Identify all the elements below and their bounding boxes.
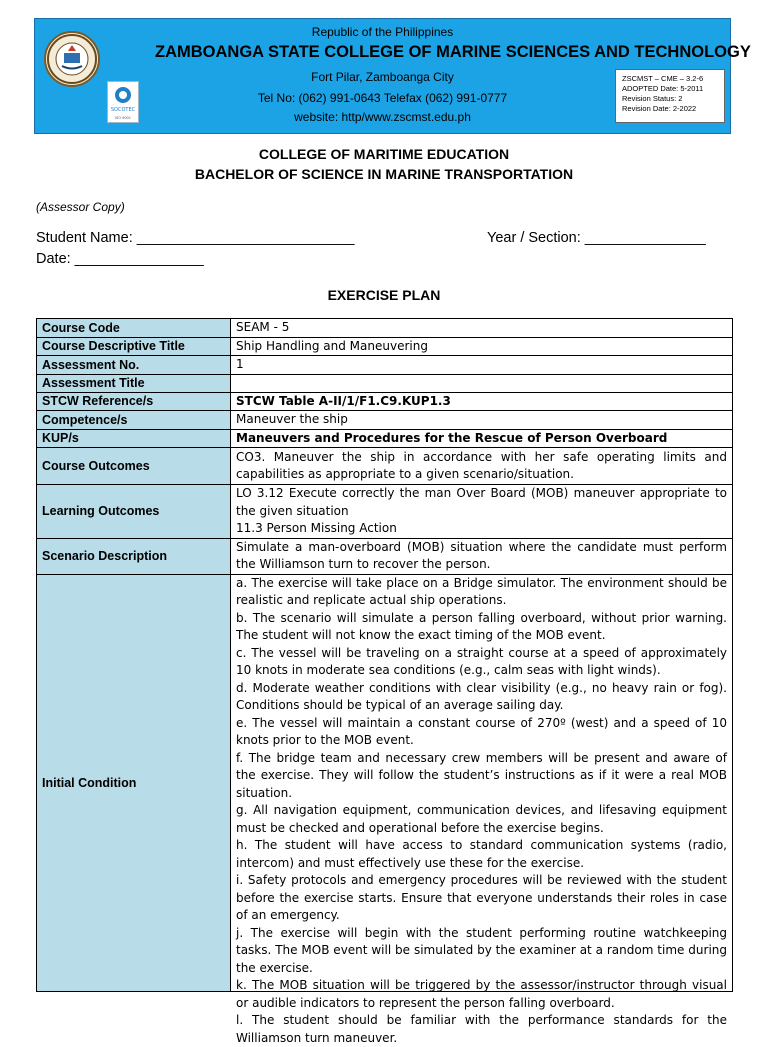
assessment-title-label: Assessment Title [37,374,231,392]
exercise-plan-title: EXERCISE PLAN [327,287,441,303]
stcw-label: STCW Reference/s [37,392,231,411]
assessment-title-value [231,374,733,392]
date-field[interactable]: Date: ________________ [36,251,204,267]
learning-outcome-line: 11.3 Person Missing Action [236,521,397,535]
school-contact: Tel No: (062) 991-0643 Telefax (062) 991-0777 [257,91,508,105]
initial-condition-value [231,574,733,1045]
course-outcomes-value: CO3. Maneuver the ship in accordance with her safe operating limits and capabilities as appropriate to a given scenario/situation. [231,448,733,485]
table-row [37,429,733,448]
condition-item: b. The scenario will simulate a person falling overboard, without prior warning. The student will not know the exact timing of the MOB event. [236,610,727,642]
table-row [37,485,733,539]
course-title-value: Ship Handling and Maneuvering [231,337,733,356]
cert-standard: ISO 9001 [114,116,132,120]
header-band [34,18,751,134]
learning-outcomes-value [231,485,733,539]
table-row [37,337,733,356]
assessment-no-label: Assessment No. [37,356,231,375]
school-website: website: http/www.zscmst.edu.ph [294,110,471,124]
table-row [37,574,733,991]
condition-item: c. The vessel will be traveling on a straight course at a speed of approximately 10 knots in moderate sea conditions (e.g., calm seas with light winds). [236,645,727,677]
condition-item: a. The exercise will take place on a Bridge simulator. The environment should be realistic and replicate actual ship operations. [236,575,727,607]
school-location: Fort Pilar, Zamboanga City [311,70,454,84]
program-title: BACHELOR OF SCIENCE IN MARINE TRANSPORTATION [194,166,574,182]
condition-item: e. The vessel will maintain a constant course of 270º (west) and a speed of 10 knots prior to the MOB event. [236,715,727,747]
table-row [37,319,733,338]
revision-status: Revision Status: 2 [622,94,683,103]
condition-item: i. Safety protocols and emergency procedures will be reviewed with the student before the exercise starts. Ensure that everyone understands their roles in case of an emergency. [236,873,727,922]
table-row [37,356,733,375]
exercise-plan-table [36,318,733,1045]
scenario-value: Simulate a man-overboard (MOB) situation where the candidate must perform the Williamson turn to recover the person. [231,538,733,574]
cert-text: SOCOTEC [110,107,136,113]
table-row [37,392,733,411]
competence-value: Maneuver the ship [231,411,733,430]
course-code-value: SEAM - 5 [231,319,733,338]
republic-text: Republic of the Philippines [311,25,454,39]
revision-adopted: ADOPTED Date: 5-2011 [622,84,704,93]
year-section-field[interactable]: Year / Section: _______________ [487,230,706,246]
kup-label: KUP/s [37,429,231,448]
school-name: ZAMBOANGA STATE COLLEGE OF MARINE SCIENCES AND TECHNOLOGY [155,43,751,61]
stcw-value: STCW Table A-II/1/F1.C9.KUP1.3 [231,392,733,411]
initial-condition-list [236,575,727,1045]
condition-item: l. The student should be familiar with the performance standards for the Williamson turn maneuver. [236,1013,727,1045]
assessor-copy-note: (Assessor Copy) [36,200,125,214]
student-name-field[interactable]: Student Name: ___________________________ [36,230,355,246]
learning-outcome-line: LO 3.12 Execute correctly the man Over Board (MOB) maneuver appropriate to the given situation [236,486,727,518]
condition-item: f. The bridge team and necessary crew members will be present and aware of the exercise. They will follow the student’s instructions as if it were a real MOB situation. [236,750,727,800]
kup-value: Maneuvers and Procedures for the Rescue of Person Overboard [231,429,733,448]
college-title: COLLEGE OF MARITIME EDUCATION [258,146,510,162]
condition-item: g. All navigation equipment, communication devices, and lifesaving equipment must be checked and operational before the exercise begins. [236,803,727,835]
initial-condition-label: Initial Condition [37,574,231,991]
course-title-label: Course Descriptive Title [37,337,231,356]
assessment-no-value: 1 [231,356,733,375]
revision-box [615,69,725,123]
table-row [37,448,733,485]
course-code-label: Course Code [37,319,231,338]
table-row [37,538,733,574]
condition-item: j. The exercise will begin with the student performing routine watchkeeping tasks. The MOB event will be simulated by the examiner at a random time during the exercise. [236,925,727,975]
table-row [37,374,733,392]
condition-item: d. Moderate weather conditions with clear visibility (e.g., no heavy rain or fog). Conditions should be typical of an average sailing day. [236,680,727,712]
revision-code: ZSCMST – CME – 3.2-6 [622,74,704,83]
revision-date: Revision Date: 2-2022 [622,104,697,113]
course-outcomes-label: Course Outcomes [37,448,231,485]
table-row [37,411,733,430]
condition-item: k. The MOB situation will be triggered by the assessor/instructor through visual or audible indicators to represent the person falling overboard. [236,978,727,1010]
condition-item: h. The student will have access to standard communication systems (radio, intercom) and must effectively use these for the exercise. [236,838,727,870]
learning-outcomes-label: Learning Outcomes [37,485,231,539]
competence-label: Competence/s [37,411,231,430]
scenario-label: Scenario Description [37,538,231,574]
